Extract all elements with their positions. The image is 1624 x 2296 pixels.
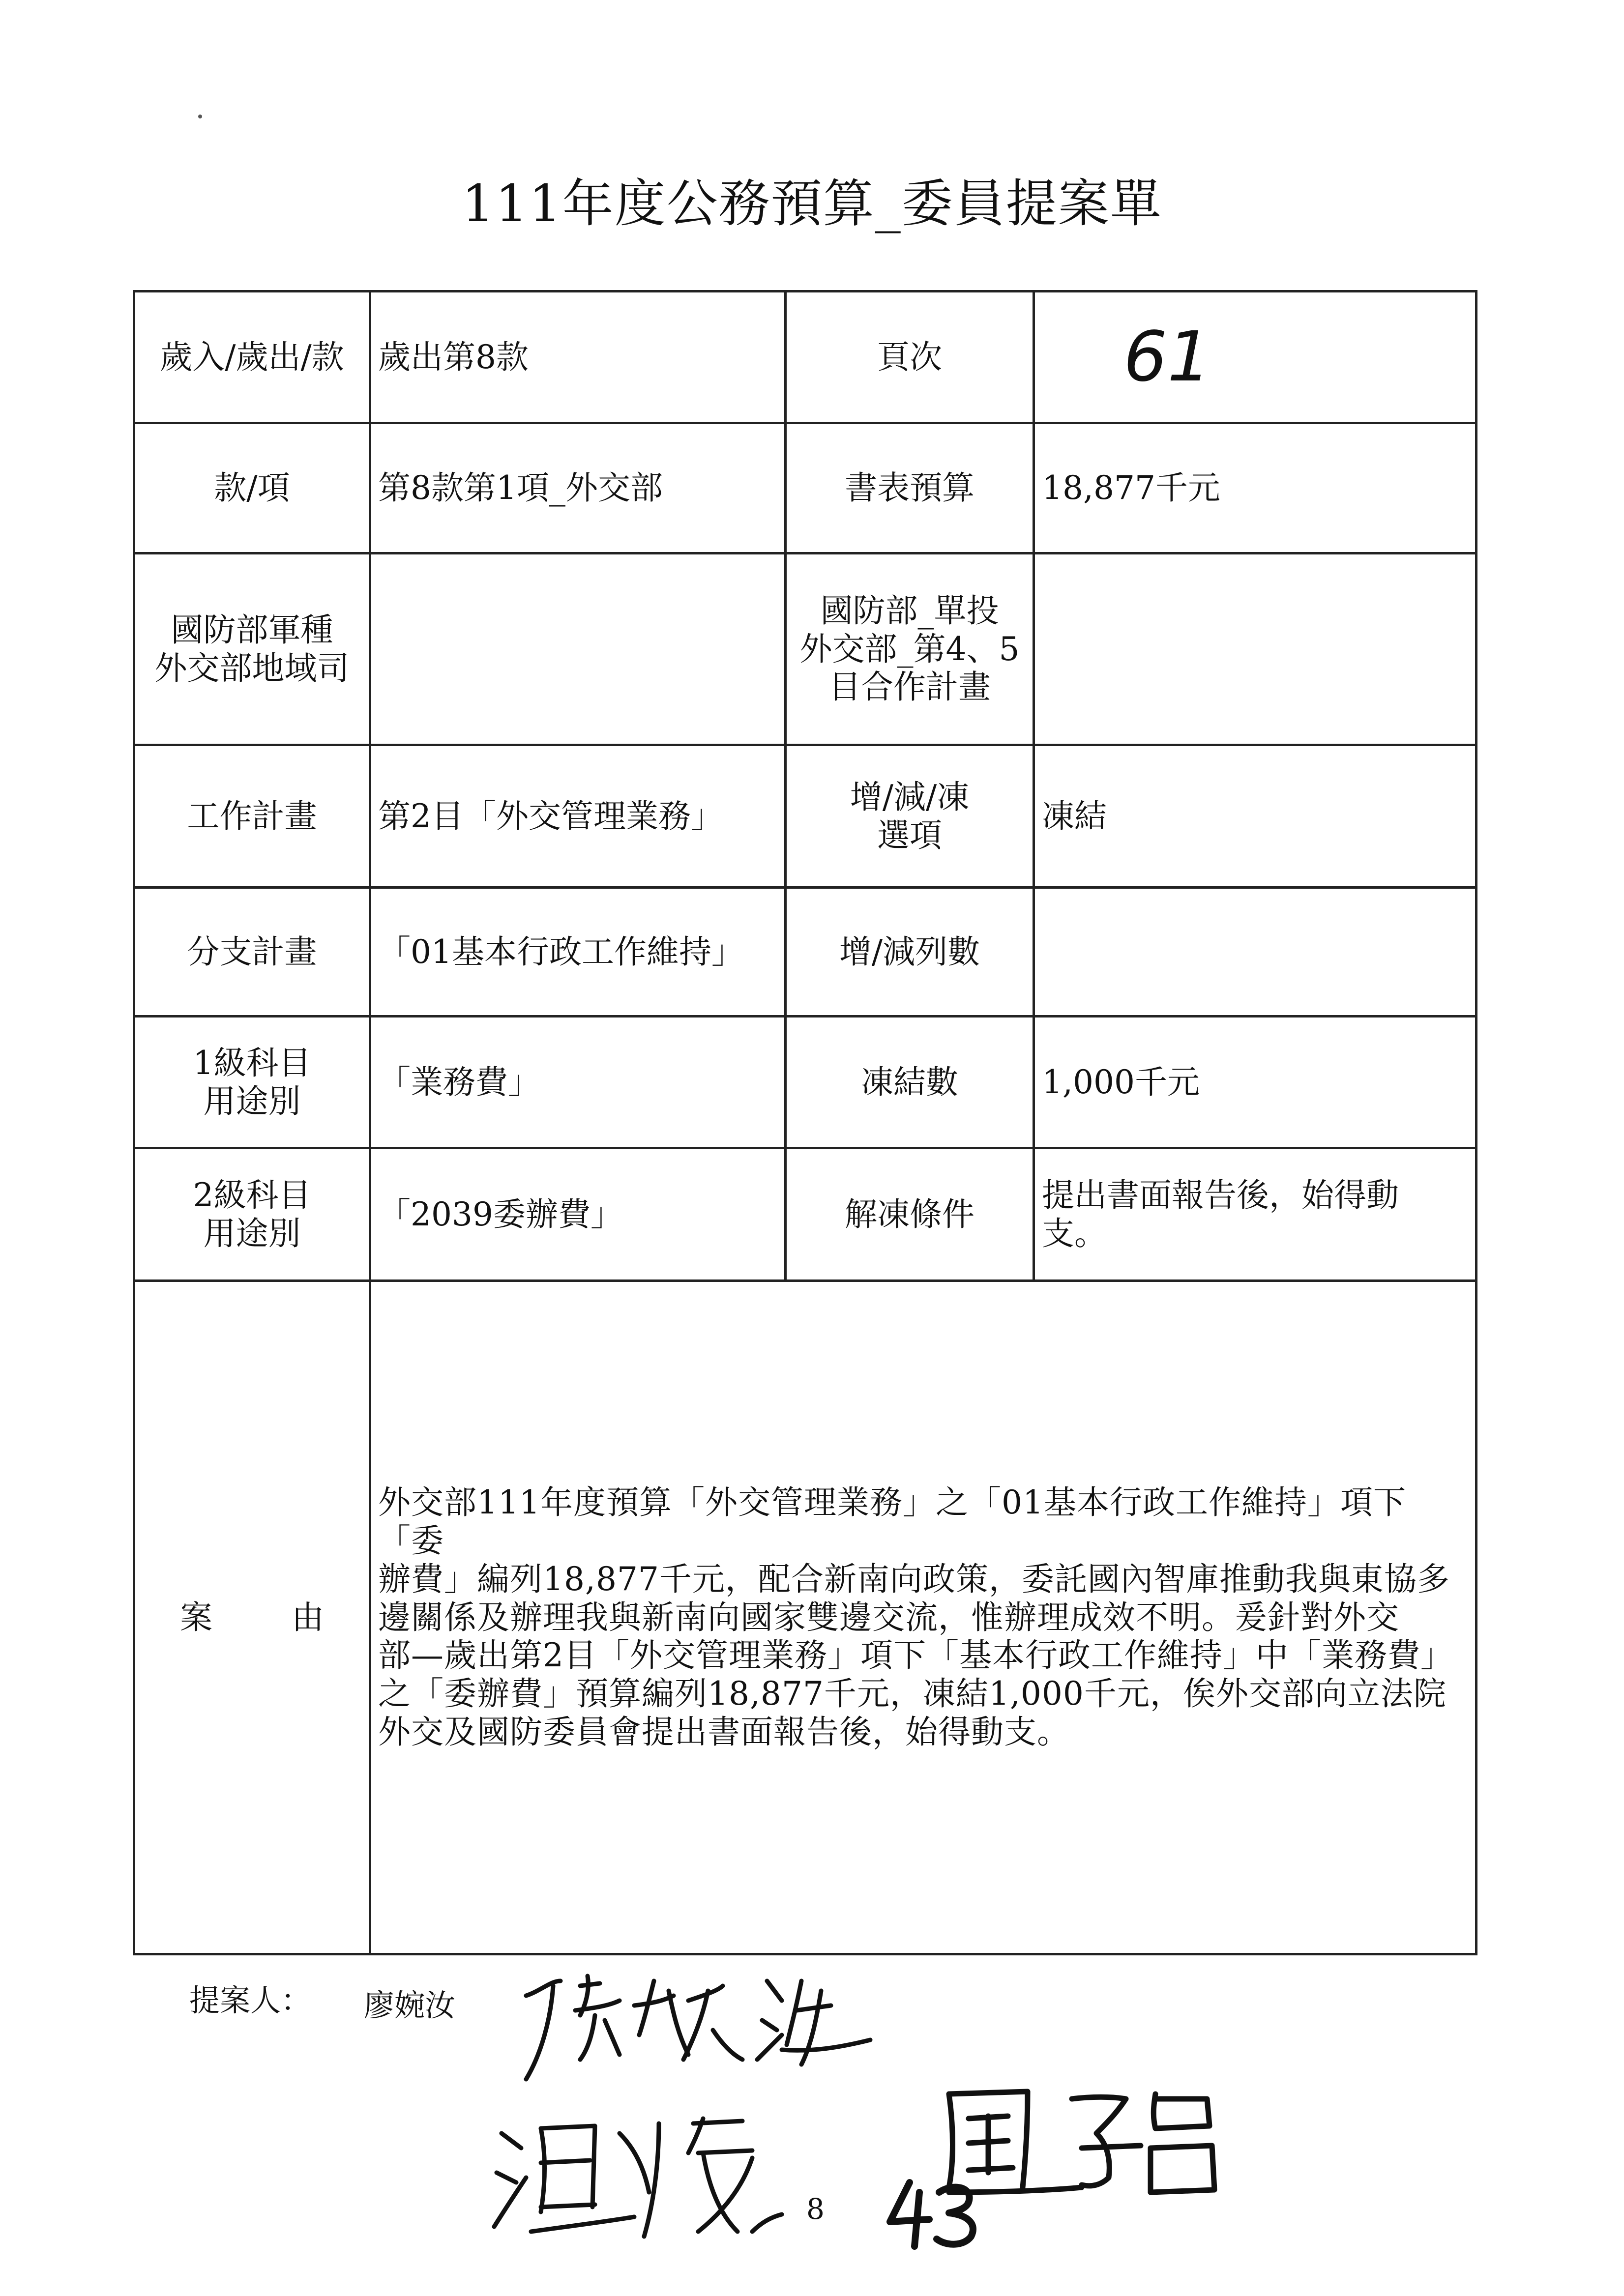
value-unfreeze-condition: [1034, 1148, 1476, 1281]
value-budget-type: 歲出第8款: [370, 291, 786, 423]
label-budget-type: 歲入/歲出/款: [134, 291, 370, 423]
row-work-plan: [134, 745, 1476, 888]
value-section: 第8款第1項_外交部: [370, 423, 786, 553]
row-sub-plan: [134, 888, 1476, 1017]
label-level2-line2: 用途別: [203, 1214, 301, 1252]
value-work-plan: 第2目「外交管理業務」: [370, 745, 786, 888]
label-section: 款/項: [134, 423, 370, 553]
value-branch: [370, 553, 786, 745]
reason-line-1: 外交部111年度預算「外交管理業務」之「01基本行政工作維持」項下「委: [378, 1483, 1406, 1560]
proposal-form-table: [133, 290, 1477, 1955]
label-page: 頁次: [786, 291, 1034, 423]
label-reason: 案 由: [134, 1281, 370, 1954]
row-level2-subject: [134, 1148, 1476, 1281]
label-level1-subject: [134, 1017, 370, 1148]
label-level2-subject: [134, 1148, 370, 1281]
label-unfreeze-condition: 解凍條件: [786, 1148, 1034, 1281]
label-statement-budget: 書表預算: [786, 423, 1034, 553]
label-work-plan: 工作計畫: [134, 745, 370, 888]
stamp-number-handwritten: [880, 2173, 988, 2251]
label-cooperation-plan: [786, 553, 1034, 745]
label-coop-line3: 目合作計畫: [828, 668, 991, 706]
value-unfreeze-line1: 提出書面報告後，始得動: [1042, 1176, 1399, 1214]
reason-line-4: 部—歲出第2目「外交管理業務」項下「基本行政工作維持」中「業務費」: [378, 1636, 1453, 1675]
label-freeze-amount: 凍結數: [786, 1017, 1034, 1148]
value-freeze-amount: 1,000千元: [1034, 1017, 1476, 1148]
value-cooperation-plan: [1034, 553, 1476, 745]
reason-line-5: 之「委辦費」預算編列18,877千元，凍結1,000千元，俟外交部向立法院: [378, 1675, 1447, 1713]
label-adjust-amount: 增/減列數: [786, 888, 1034, 1017]
label-branch: [134, 553, 370, 745]
label-branch-line2: 外交部地域司: [154, 649, 350, 687]
value-unfreeze-line2: 支。: [1042, 1214, 1107, 1252]
label-level2-line1: 2級科目: [193, 1176, 311, 1214]
scan-speck: [198, 115, 202, 118]
signature-1: [506, 1961, 880, 2089]
label-sub-plan: 分支計畫: [134, 888, 370, 1017]
value-option: 凍結: [1034, 745, 1476, 888]
value-page-handwritten: 61: [1034, 291, 1476, 423]
row-section: [134, 423, 1476, 553]
label-option-line2: 選項: [877, 816, 942, 854]
reason-text: [370, 1281, 1476, 1954]
label-coop-line2: 外交部_第4、5: [799, 630, 1020, 668]
value-level1-subject: 「業務費」: [370, 1017, 786, 1148]
label-option: [786, 745, 1034, 888]
label-coop-line1: 國防部_單投: [820, 591, 999, 630]
value-statement-budget: 18,877千元: [1034, 423, 1476, 553]
row-level1-subject: [134, 1017, 1476, 1148]
label-level1-line1: 1級科目: [193, 1044, 311, 1082]
label-option-line1: 增/減/凍: [850, 778, 970, 816]
row-branch: [134, 553, 1476, 745]
label-branch-line1: 國防部軍種: [171, 610, 333, 649]
page-number: 8: [806, 2192, 825, 2226]
row-budget-type: [134, 291, 1476, 423]
value-adjust-amount: [1034, 888, 1476, 1017]
reason-line-3: 邊關係及辦理我與新南向國家雙邊交流，惟辦理成效不明。爰針對外交: [378, 1598, 1399, 1636]
page-title: 111年度公務預算_委員提案單: [462, 174, 1162, 233]
value-sub-plan: 「01基本行政工作維持」: [370, 888, 786, 1017]
row-reason: [134, 1281, 1476, 1954]
reason-line-6: 外交及國防委員會提出書面報告後，始得動支。: [378, 1713, 1070, 1751]
proposer-name: 廖婉汝: [364, 1987, 456, 2023]
reason-line-2: 辦費」編列18,877千元，配合新南向政策，委託國內智庫推動我與東協多: [378, 1560, 1450, 1598]
signature-2: [487, 2104, 792, 2251]
value-level2-subject: 「2039委辦費」: [370, 1148, 786, 1281]
label-level1-line2: 用途別: [203, 1082, 301, 1120]
proposer-label: 提案人：: [189, 1982, 312, 2018]
